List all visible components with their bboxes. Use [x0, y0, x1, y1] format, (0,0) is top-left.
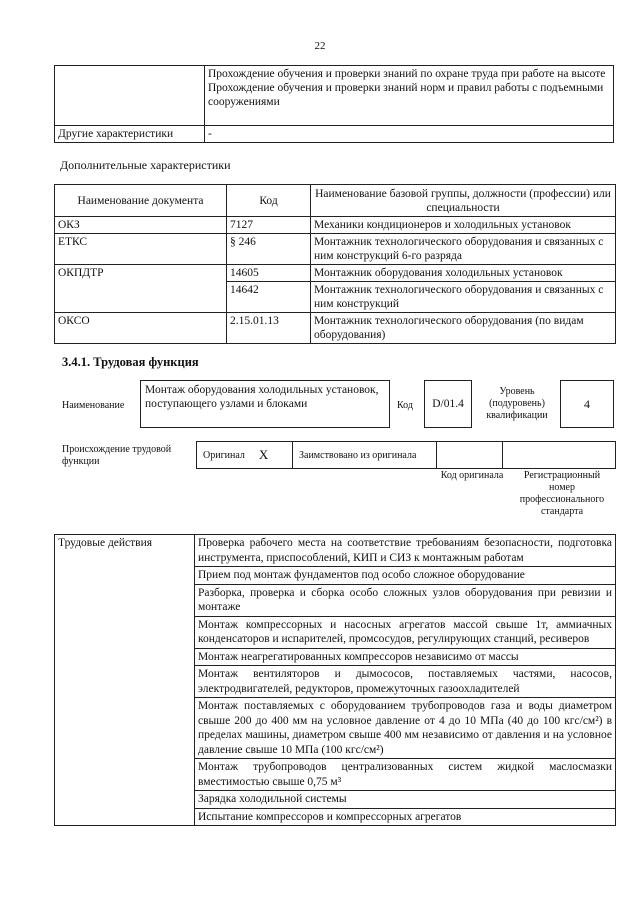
code-cell: 2.15.01.13: [227, 313, 311, 344]
name-cell: Механики кондиционеров и холодильных установок: [311, 217, 616, 234]
name-cell: Монтажник технологического оборудования и связанных с ним конструкций 6-го разряда: [311, 234, 616, 265]
action-item: Зарядка холодильной системы: [195, 791, 616, 809]
code-cell: 7127: [227, 217, 311, 234]
level-box: 4: [560, 380, 614, 428]
action-item: Проверка рабочего места на соответствие требованиям безопасности, подготовка инструмента, приспособлений, КИП и СИЗ к монтажным работам: [195, 535, 616, 567]
action-item: Монтаж трубопроводов централизованных систем жидкой маслосмазки вместимостью свыше 0,75 м³: [195, 759, 616, 791]
original-label: Оригинал: [203, 449, 245, 461]
function-code-box: D/01.4: [424, 380, 472, 428]
code-label: Код: [397, 400, 413, 411]
doc-cell: ОКПДТР: [55, 265, 227, 313]
doc-cell: ОКСО: [55, 313, 227, 344]
column-header: Код: [227, 185, 311, 217]
action-item: Монтаж поставляемых с оборудованием трубопроводов газа и воды диаметром свыше 200 до 400 мм на условное давление от 4 до 10 МПа (40 до 100 кгс/см²) в пределах машины, диаметром свыше 400 мм независимо от давления и на условное давление свыше 10 МПа (100 кгс/см²): [195, 698, 616, 759]
reg-number-caption: Регистрационный номер профессионального стандарта: [519, 470, 605, 517]
additional-characteristics-title: Дополнительные характеристики: [60, 158, 231, 172]
action-item: Разборка, проверка и сборка особо сложных узлов оборудования при ревизии и монтаже: [195, 584, 616, 616]
level-label: Уровень (подуровень) квалификации: [486, 386, 548, 421]
name-label: Наименование: [62, 400, 125, 411]
labor-actions-table: [54, 534, 616, 826]
original-mark: X: [258, 447, 269, 462]
origin-row: [196, 441, 616, 469]
action-item: Монтаж неагрегатированных компрессоров независимо от массы: [195, 648, 616, 666]
table-row: [55, 265, 616, 282]
code-original-cell: [437, 442, 503, 468]
section-title: 3.4.1. Трудовая функция: [62, 355, 199, 369]
action-item: Испытание компрессоров и компрессорных агрегатов: [195, 808, 616, 826]
doc-cell: ОКЗ: [55, 217, 227, 234]
table-row: [55, 66, 614, 126]
action-item: Монтаж вентиляторов и дымососов, поставляемых частями, насосов, электродвигателей, редукторов, промежуточных газоохладителей: [195, 666, 616, 698]
requirement-line: Прохождение обучения и проверки знаний по охране труда при работе на высоте: [208, 68, 606, 80]
table-row: [55, 313, 616, 344]
table-cell-value: -: [205, 126, 614, 143]
education-requirements-table: [54, 65, 614, 143]
reg-number-cell: [503, 442, 615, 468]
action-item: Монтаж компрессорных и насосных агрегатов массой свыше 1т, аммиачных конденсаторов и испарителей, промсосудов, регулирующих станций, ресиверов: [195, 616, 616, 648]
table-row: [55, 234, 616, 265]
column-header: Наименование базовой группы, должности (профессии) или специальности: [311, 185, 616, 217]
column-header: Наименование документа: [55, 185, 227, 217]
code-cell: 14642: [227, 282, 311, 313]
origin-label: Происхождение трудовой функции: [62, 444, 172, 467]
code-cell: § 246: [227, 234, 311, 265]
table-row: [55, 217, 616, 234]
actions-label: Трудовые действия: [55, 535, 195, 826]
table-row: [55, 126, 614, 143]
code-cell: 14605: [227, 265, 311, 282]
additional-characteristics-table: [54, 184, 616, 344]
doc-cell: ЕТКС: [55, 234, 227, 265]
code-original-caption: Код оригинала: [440, 470, 504, 481]
function-name-box: Монтаж оборудования холодильных установок, поступающего узлами и блоками: [140, 380, 390, 428]
page-number: 22: [314, 40, 326, 52]
table-cell-label: Другие характеристики: [55, 126, 205, 143]
action-item: Прием под монтаж фундаментов под особо сложное оборудование: [195, 567, 616, 585]
requirement-line: Прохождение обучения и проверки знаний норм и правил работы с подъемными сооружениями: [208, 82, 604, 108]
table-header-row: [55, 185, 616, 217]
borrowed-cell: Заимствовано из оригинала: [293, 442, 437, 468]
table-row: [55, 535, 616, 567]
table-cell-value: [205, 66, 614, 126]
original-cell: [197, 442, 293, 468]
name-cell: Монтажник технологического оборудования и связанных с ним конструкций: [311, 282, 616, 313]
name-cell: Монтажник технологического оборудования (по видам оборудования): [311, 313, 616, 344]
name-cell: Монтажник оборудования холодильных установок: [311, 265, 616, 282]
table-cell-label: [55, 66, 205, 126]
